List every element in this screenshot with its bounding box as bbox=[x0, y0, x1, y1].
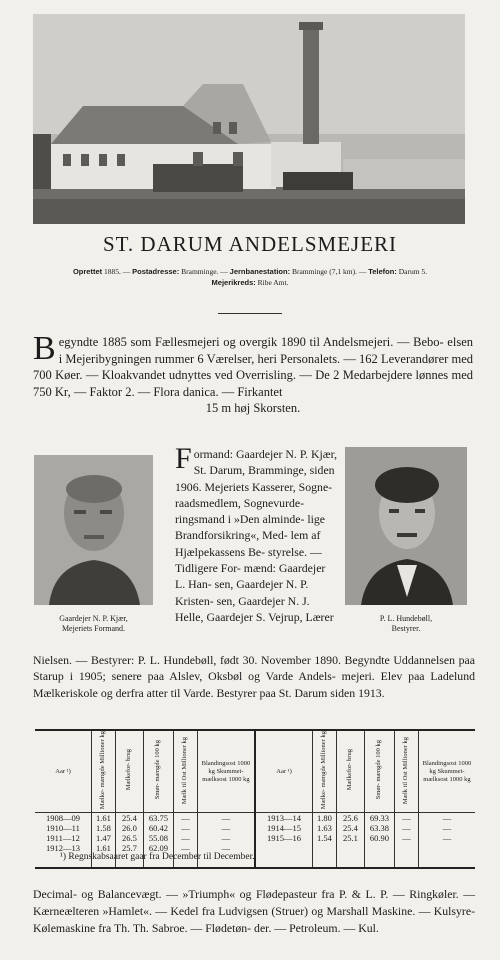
table-cell: — bbox=[197, 813, 255, 824]
header-consumption: Mælkefor- brug bbox=[346, 749, 354, 791]
footnote: ¹) Regnskabsaaret gaar fra December til December. bbox=[60, 852, 255, 862]
header-year: Aar ¹) bbox=[35, 730, 92, 813]
table-cell: — bbox=[395, 833, 419, 843]
page-title: ST. DARUM ANDELSMEJERI bbox=[102, 232, 398, 256]
table-cell: 1912—13 bbox=[35, 843, 92, 868]
header-cheese-milk: Mælk til Ost Millioner kg bbox=[181, 736, 189, 804]
chairman-caption-title: Mejeriets Formand. bbox=[61, 624, 126, 633]
table-cell: 26.5 bbox=[115, 833, 143, 843]
table-cell: — bbox=[174, 843, 198, 868]
table-cell: 69.33 bbox=[364, 813, 394, 824]
manager-caption-title: Bestyrer. bbox=[391, 624, 421, 633]
manager-caption bbox=[345, 614, 467, 634]
table-cell: 1911—12 bbox=[46, 833, 80, 844]
table-cell: — bbox=[174, 813, 198, 824]
table-cell: 62.09 bbox=[143, 843, 173, 868]
drop-cap: F bbox=[175, 442, 192, 475]
table-cell: 63.38 bbox=[364, 823, 394, 833]
table-cell: — bbox=[418, 823, 475, 833]
intro-paragraph bbox=[33, 330, 473, 417]
postal-value: Bramminge. bbox=[181, 267, 219, 276]
table-cell: — bbox=[395, 823, 419, 833]
phone-label: Telefon: bbox=[368, 267, 397, 276]
header-butter: Smør- mængde 100 kg bbox=[154, 740, 162, 800]
intro-text: egyndte 1885 som Fællesmejeri og overgik 1890 til Andelsmejeri. — Bebo- elsen i Mejeribygningen rummer 6 Værelser, heri Personalets. — 162 Leverandører med 700 Køer. — Kloakvandet udnyttes ved Overrisling. — De 2 Medarbejdere lønnes med 750 Kr, — Faktor 2. — Flora danica. — Firkantet bbox=[33, 335, 473, 399]
table-cell: 60.90 bbox=[364, 833, 394, 843]
table-cell: 1.61 bbox=[92, 843, 116, 868]
table-row bbox=[35, 833, 475, 843]
table-cell: 1.58 bbox=[92, 823, 116, 833]
header-year: Aar ¹) bbox=[255, 730, 313, 813]
table-cell: — bbox=[174, 833, 198, 843]
header-butter: Smør- mængde 100 kg bbox=[375, 740, 383, 800]
table-cell: 25.7 bbox=[115, 843, 143, 868]
table-cell: 25.4 bbox=[336, 823, 364, 833]
drop-cap: B bbox=[33, 330, 56, 367]
chairman-paragraph bbox=[175, 442, 338, 625]
table-cell: 1.80 bbox=[313, 813, 337, 824]
table-cell: 1.54 bbox=[313, 833, 337, 843]
founded-value: 1885. bbox=[104, 267, 121, 276]
production-table bbox=[35, 729, 475, 869]
table-cell: 1914—15 bbox=[255, 823, 313, 833]
divider bbox=[218, 313, 282, 314]
table-cell: — bbox=[418, 833, 475, 843]
table-cell: 25.6 bbox=[336, 813, 364, 824]
table-cell: — bbox=[395, 813, 419, 824]
header-cheese: Blandingsost 1000 kg Skummet- mælksost 1000 kg bbox=[197, 730, 255, 813]
district-label: Mejerikreds: bbox=[211, 278, 256, 287]
table-cell bbox=[255, 843, 313, 868]
manager-caption-name: P. L. Hundebøll, bbox=[379, 614, 433, 623]
district-value: Ribe Amt. bbox=[257, 278, 289, 287]
intro-last-line: 15 m høj Skorsten. bbox=[205, 401, 301, 415]
table-cell: 1.61 bbox=[92, 813, 116, 824]
table-cell: 25.4 bbox=[115, 813, 143, 824]
table-cell: 1915—16 bbox=[255, 833, 313, 843]
table-cell: 1913—14 bbox=[255, 813, 313, 824]
chairman-caption-name: Gaardejer N. P. Kjær, bbox=[59, 614, 128, 623]
header-consumption: Mælkefor- brug bbox=[125, 749, 133, 791]
header-milk: Mælke- mængde Millioner kg bbox=[99, 731, 107, 810]
table-cell bbox=[418, 843, 475, 868]
table-row bbox=[35, 813, 475, 824]
phone-value: Darum 5. bbox=[398, 267, 428, 276]
table-cell: 1910—11 bbox=[46, 823, 80, 834]
railway-value: Bramminge (7,1 km). bbox=[291, 267, 357, 276]
table-cell: — bbox=[197, 843, 255, 868]
table-cell: 25.1 bbox=[336, 833, 364, 843]
table-header-row bbox=[35, 730, 475, 813]
postal-label: Postadresse: bbox=[132, 267, 180, 276]
table-cell bbox=[364, 843, 394, 868]
table-cell: 1908—09 bbox=[46, 813, 81, 824]
header-milk: Mælke- mængde Millioner kg bbox=[320, 731, 328, 810]
header-cheese: Blandingsost 1000 kg Skummet- mælksost 1000 kg bbox=[418, 730, 475, 813]
table-row bbox=[35, 823, 475, 833]
table-cell: — bbox=[197, 833, 255, 843]
table-cell bbox=[313, 843, 337, 868]
railway-label: Jernbanestation: bbox=[229, 267, 291, 276]
table-cell: 26.0 bbox=[115, 823, 143, 833]
table-cell: 1.63 bbox=[313, 823, 337, 833]
header-cheese-milk: Mælk til Ost Millioner kg bbox=[402, 736, 410, 804]
table-cell: 55.08 bbox=[143, 833, 173, 843]
dairy-building-photo bbox=[33, 14, 465, 224]
table-cell bbox=[395, 843, 419, 868]
manager-paragraph: Nielsen. — Bestyrer: P. L. Hundebøll, født 30. November 1890. Begyndte Uddannelsen paa Starup i 1905; senere paa Alslev, Oksbøl og Varde Andels- mejeri. Elev paa Ladelund Mælkeriskole og derfra atter til Varde. Bestyrer paa St. Darum siden 1913. bbox=[33, 653, 475, 700]
chairman-caption bbox=[34, 614, 153, 634]
equipment-paragraph: Decimal- og Balancevægt. — »Triumph« og Flødepasteur fra P. & L. P. — Ringkøler. — Kærneælteren »Hamlet«. — Kedel fra Ludvigsen (Struer) og Marshall Maskine. — Kulsyre-Kølemaskine fra Th. Th. Sabroe. — Flødetøn- der. — Petroleum. — Kul. bbox=[33, 887, 475, 935]
chairman-text: ormand: Gaardejer N. P. Kjær, St. Darum, Bramminge, siden 1906. Mejeriets Kasserer, Sogne- raadsmedlem, Sognevurde- ringsmand i »Den alminde- lige Brandforsikring«, Med- lem af Hjælpekassens Be- styrelse. — Tidligere For- mænd: Gaardejer L. Han- sen, Gaardejer N. P. Kristen- sen, Gaardejer N. J. Helle, Gaardejer S. Vejrup, Lærer bbox=[175, 447, 338, 624]
table-cell: 1.47 bbox=[92, 833, 116, 843]
table-cell: — bbox=[174, 823, 198, 833]
table-cell: 60.42 bbox=[143, 823, 173, 833]
manager-portrait bbox=[345, 447, 467, 605]
table-cell: 63.75 bbox=[143, 813, 173, 824]
founded-label: Oprettet bbox=[72, 267, 103, 276]
table-cell: — bbox=[197, 823, 255, 833]
table-cell bbox=[336, 843, 364, 868]
chairman-portrait bbox=[34, 455, 153, 605]
table-cell: — bbox=[418, 813, 475, 824]
dairy-info: Oprettet 1885. — Postadresse: Bramminge. — Jernbanestation: Bramminge (7,1 km). — Telefon: Darum 5. Mejerikreds: Ribe Amt. bbox=[72, 267, 428, 287]
